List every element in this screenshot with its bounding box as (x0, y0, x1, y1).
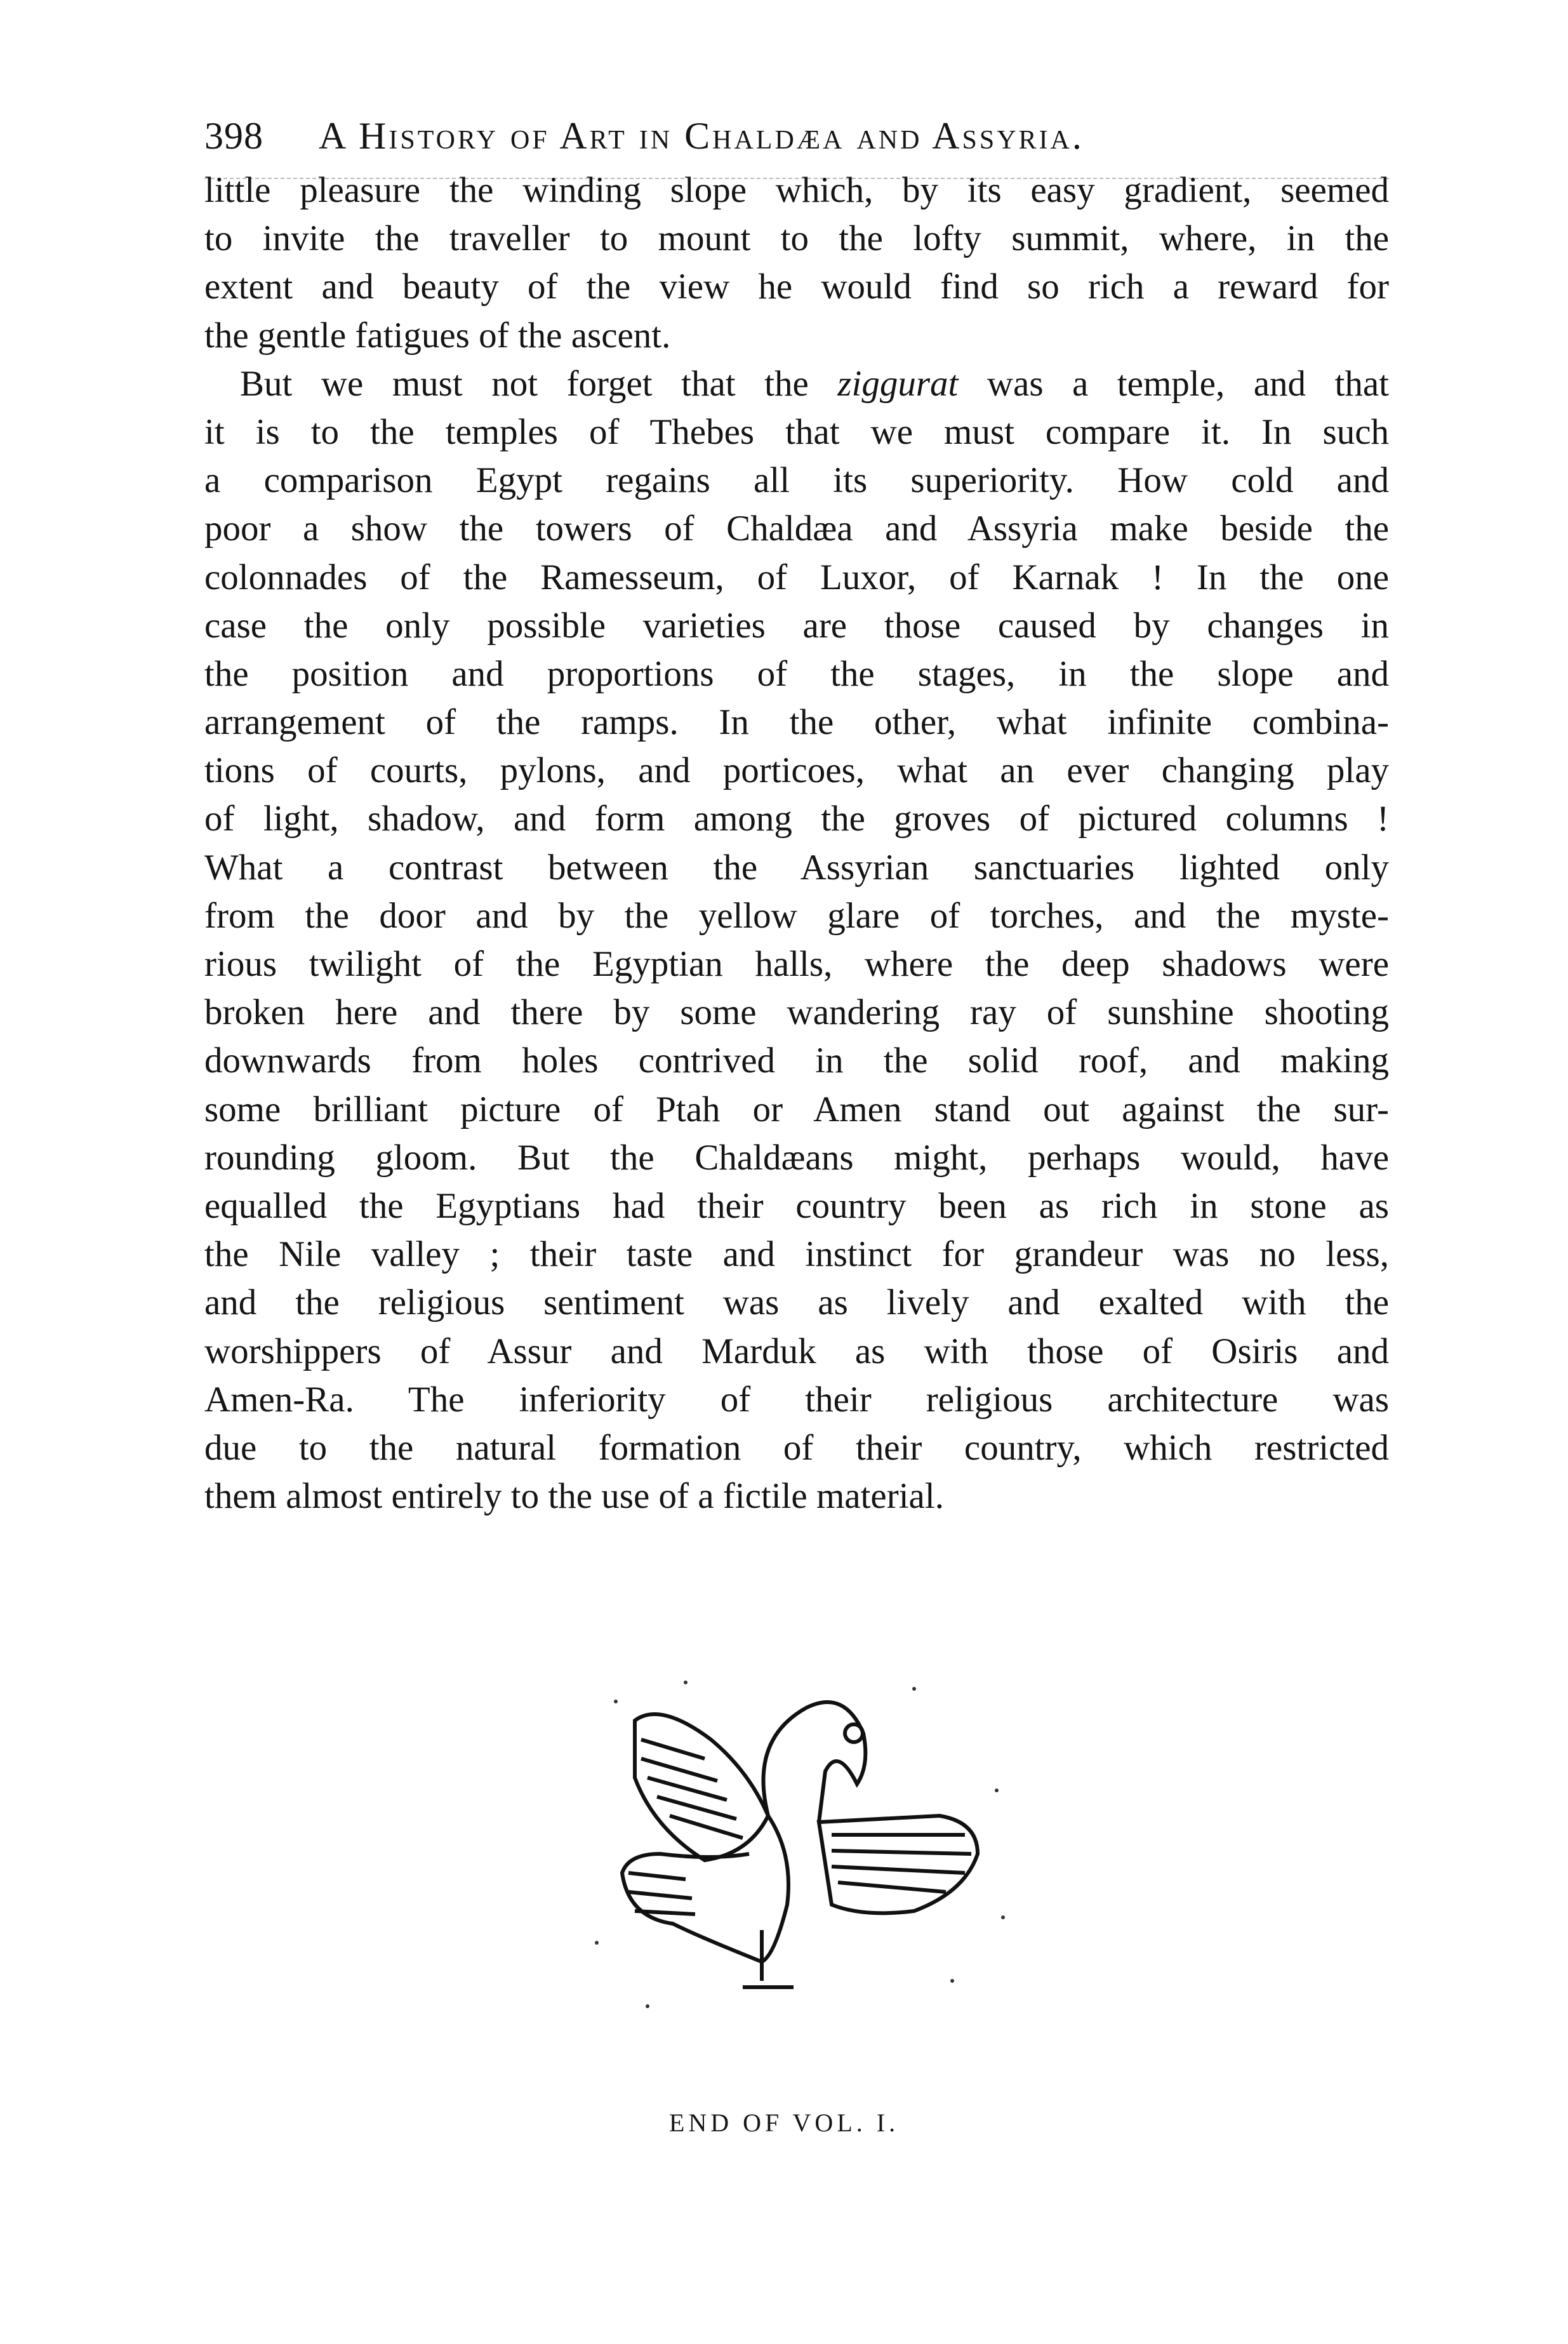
italic-term: ziggurat (837, 363, 959, 404)
text-line: the gentle fatigues of the ascent. (204, 315, 671, 356)
text-line: the position and proportions of the stages, in the slope and (204, 653, 1389, 694)
text-line: poor a show the towers of Chaldæa and Assyria make beside the (204, 509, 1389, 549)
text-line: some brilliant picture of Ptah or Amen stand out against the sur- (204, 1089, 1389, 1129)
running-title: A History of Art in Chaldæa and Assyria. (319, 115, 1084, 157)
text-line: colonnades of the Ramesseum, of Luxor, of Karnak ! In the one (204, 557, 1389, 597)
page-number: 398 (204, 115, 263, 157)
text-line: it is to the temples of Thebes that we must compare it. In such (204, 411, 1389, 452)
running-header (204, 114, 1389, 165)
end-of-volume: END OF VOL. I. (668, 2108, 900, 2137)
text-line: downwards from holes contrived in the solid roof, and making (204, 1041, 1389, 1081)
text-line: broken here and there by some wandering ray of sunshine shooting (204, 992, 1389, 1033)
text-line: a comparison Egypt regains all its superiority. How cold and (204, 460, 1389, 501)
text-line: rounding gloom. But the Chaldæans might, perhaps would, have (204, 1137, 1389, 1178)
text-line: equalled the Egyptians had their country been as rich in stone as (204, 1185, 1389, 1226)
text-line: of light, shadow, and form among the groves of pictured columns ! (204, 799, 1389, 839)
text-line: Amen-Ra. The inferiority of their religious architecture was (204, 1379, 1389, 1420)
text-line: and the religious sentiment was as lively and exalted with the (204, 1282, 1389, 1323)
text-line: arrangement of the ramps. In the other, what infinite combina- (204, 702, 1389, 743)
text-line: extent and beauty of the view he would find so rich a reward for (204, 267, 1389, 307)
text-line: What a contrast between the Assyrian sanctuaries lighted only (204, 847, 1389, 888)
text-line: them almost entirely to the use of a fictile material. (204, 1476, 944, 1517)
body-text (204, 166, 1389, 1521)
text-line: the Nile valley ; their taste and instinct for grandeur was no less, (204, 1234, 1389, 1275)
text-line: case the only possible varieties are those caused by changes in (204, 605, 1389, 646)
eagle-tailpiece-illustration (559, 1663, 1041, 2019)
text-line: worshippers of Assur and Marduk as with those of Osiris and (204, 1331, 1389, 1371)
text-line: rious twilight of the Egyptian halls, where the deep shadows were (204, 944, 1389, 984)
text-line: to invite the traveller to mount to the lofty summit, where, in the (204, 218, 1389, 259)
text-line: little pleasure the winding slope which, by its easy gradient, seemed (204, 170, 1389, 210)
text-line: tions of courts, pylons, and porticoes, what an ever changing play (204, 750, 1389, 791)
text-line: from the door and by the yellow glare of torches, and the myste- (204, 895, 1389, 936)
text-line: due to the natural formation of their country, which restricted (204, 1427, 1389, 1468)
text-line: But we must not forget that the ziggurat was a temple, and that (240, 363, 1389, 404)
